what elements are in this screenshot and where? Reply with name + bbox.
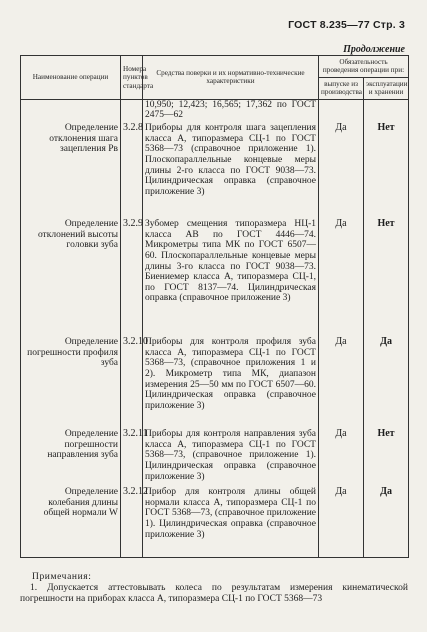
col-header-operation-storage: эксплуатации и хранении bbox=[364, 77, 409, 99]
notes-section bbox=[20, 572, 408, 605]
col-header-obligation: Обязательность проведения операции при: bbox=[319, 56, 409, 78]
cell-means: Приборы для контроля шага зацепления класса А, типоразмера СЦ-1 по ГОСТ 5368—73 (справочное приложение 1). Плоскопараллельные концевые меры длины 2-го класса по ГОСТ 9038—73. Цилиндрическая оправка (справочное приложение 3) bbox=[143, 123, 319, 219]
cell-operation-storage: Да bbox=[364, 487, 409, 557]
table-row bbox=[21, 487, 409, 557]
col-header-release: выпуске из производства bbox=[319, 77, 364, 99]
cell-operation: Определение отклонений высоты головки зуба bbox=[21, 219, 121, 337]
cell-operation-storage: Нет bbox=[364, 429, 409, 487]
cell-means: Приборы для контроля направления зуба класса А, типоразмера СЦ-1 по ГОСТ 5368—73, (справочное приложение 1). Цилиндрическая оправка (справочное приложение 3) bbox=[143, 429, 319, 487]
col-header-point: Номера пунктов стандарта bbox=[121, 56, 143, 100]
continuation-label: Продолжение bbox=[343, 44, 405, 55]
cell-release: Да bbox=[319, 123, 364, 219]
table-row bbox=[21, 123, 409, 219]
cell-release: Да bbox=[319, 337, 364, 429]
page-header: ГОСТ 8.235—77 Стр. 3 bbox=[288, 19, 405, 31]
cell-point: 3.2.12 bbox=[121, 487, 143, 557]
notes-title: Примечания: bbox=[32, 572, 92, 582]
cell-operation: Определение отклонения шага зацепления Pв bbox=[21, 123, 121, 219]
cell-release: Да bbox=[319, 429, 364, 487]
table-row bbox=[21, 429, 409, 487]
cell-point: 3.2.9 bbox=[121, 219, 143, 337]
note-item: 1. Допускается аттестовывать колеса по результатам измерения кинематической погрешности на приборах класса А, типоразмера СЦ-1 по ГОСТ 5368—73 bbox=[20, 583, 408, 604]
cell-means: 10,950; 12,423; 16,565; 17,362 по ГОСТ 2475—62 bbox=[143, 99, 319, 123]
cell-point: 3.2.11 bbox=[121, 429, 143, 487]
col-header-operation: Наименование операции bbox=[21, 56, 121, 100]
cell-operation bbox=[21, 99, 121, 123]
cell-means: Приборы для контроля профиля зуба класса А, типоразмера СЦ-1 по ГОСТ 5368—73, (справочное приложения 1 и 2). Микрометр типа МК, диапазон измерения 25—50 мм по ГОСТ 6507—60. Цилиндрическая оправка (справочное приложение 3) bbox=[143, 337, 319, 429]
table-row bbox=[21, 337, 409, 429]
cell-operation-storage: Нет bbox=[364, 219, 409, 337]
cell-operation: Определение колебания длины общей нормали W bbox=[21, 487, 121, 557]
cell-point bbox=[121, 99, 143, 123]
cell-release: Да bbox=[319, 487, 364, 557]
cell-release: Да bbox=[319, 219, 364, 337]
cell-operation-storage: Да bbox=[364, 337, 409, 429]
table-row bbox=[21, 219, 409, 337]
cell-means: Зубомер смещения типоразмера НЦ-1 класса АВ по ГОСТ 4446—74. Микрометры типа МК по ГОСТ 6507—60. Плоскопараллельные концевые меры длины 3-го класса по ГОСТ 9038—73. Биениемер класса А, типоразмера СЦ-1, по ГОСТ 8137—74. Цилиндрическая оправка (справочное приложение 3) bbox=[143, 219, 319, 337]
cell-release bbox=[319, 99, 364, 123]
cell-means: Прибор для контроля длины общей нормали класса А, типоразмера СЦ-1 по ГОСТ 5368—73, (справочное приложение 1). Цилиндрическая оправка (справочное приложение 3) bbox=[143, 487, 319, 557]
cell-operation-storage: Нет bbox=[364, 123, 409, 219]
cell-operation: Определение погрешности профиля зуба bbox=[21, 337, 121, 429]
cell-operation: Определение погрешности направления зуба bbox=[21, 429, 121, 487]
cell-operation-storage bbox=[364, 99, 409, 123]
verification-table bbox=[20, 55, 409, 558]
table-row bbox=[21, 99, 409, 123]
col-header-means: Средства поверки и их нормативно-технические характеристики bbox=[143, 56, 319, 100]
cell-point: 3.2.10 bbox=[121, 337, 143, 429]
cell-point: 3.2.8 bbox=[121, 123, 143, 219]
